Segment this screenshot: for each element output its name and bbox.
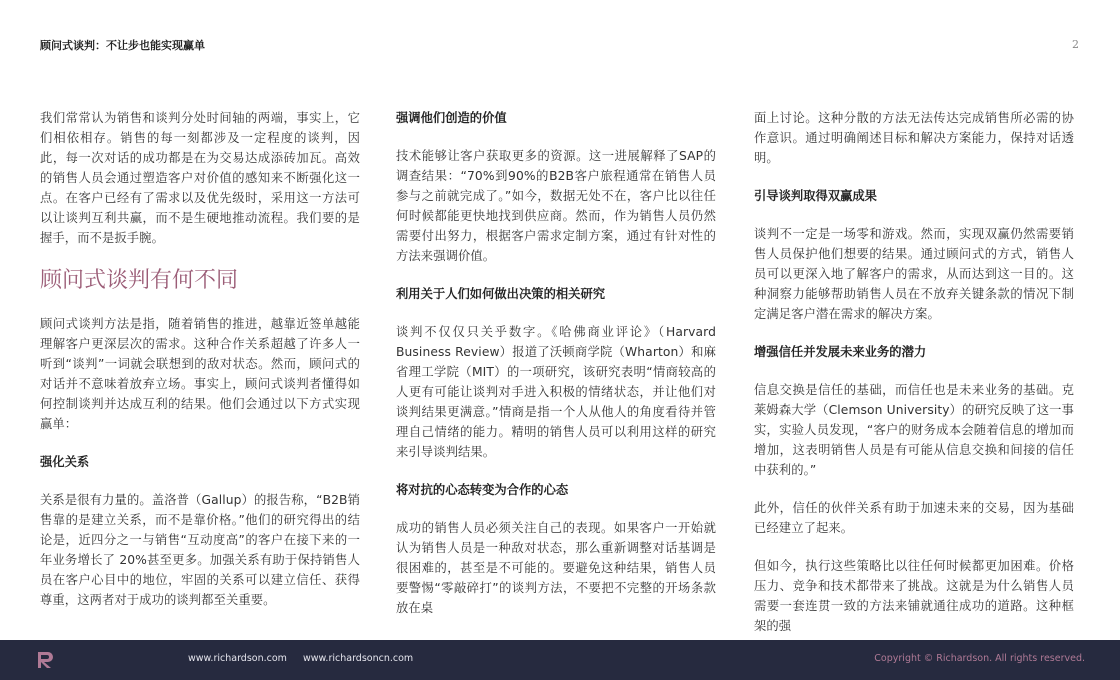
heading-emphasize-value: 强调他们创造的价值 (396, 111, 507, 125)
continued-paragraph: 面上讨论。这种分散的方法无法传达完成销售所必需的协作意识。通过明确阐述目标和解决方案能力，保持对话透明。 (754, 111, 1074, 165)
heading-decision-research: 利用关于人们如何做出决策的相关研究 (396, 287, 606, 301)
heading-mindset-shift: 将对抗的心态转变为合作的心态 (396, 483, 569, 497)
heading-trust: 增强信任并发展未来业务的潜力 (754, 345, 927, 359)
richardson-logo-icon (36, 650, 56, 670)
column-1 (40, 108, 360, 628)
challenges-paragraph: 但如今，执行这些策略比以往任何时候都更加困难。价格压力、竞争和技术都带来了挑战。这就是为什么销售人员需要一套连贯一致的方法来铺就通往成功的道路。这种框架的强 (754, 559, 1074, 633)
section-paragraph: 顾问式谈判方法是指，随着销售的推进，越靠近签单越能理解客户更深层次的需求。这种合作关系超越了许多人一听到“谈判”一词就会联想到的敌对状态。然而，顾问式的对话并不意味着放弃立场。事实上，顾问式谈判者懂得如何控制谈判并达成互利的结果。他们会通过以下方式实现赢单： (40, 317, 360, 431)
heading-win-win: 引导谈判取得双赢成果 (754, 189, 877, 203)
section-title: 顾问式谈判有何不同 (40, 268, 239, 293)
trust-paragraph: 信息交换是信任的基础，而信任也是未来业务的基础。克莱姆森大学（Clemson University）的研究反映了这一事实，实验人员发现，“客户的财务成本会随着信息的增加而增加，这表明销售人员是有可能从信息交换和间接的信任中获利的。” (754, 383, 1074, 477)
document-title: 顾问式谈判：不让步也能实现赢单 (40, 39, 205, 52)
column-3 (754, 108, 1074, 654)
copyright-text: Copyright © Richardson. All rights reserved. (874, 653, 1085, 664)
value-paragraph: 技术能够让客户获取更多的资源。这一进展解释了SAP的调查结果：“70%到90%的B2B客户旅程通常在销售人员参与之前就完成了。”如今，数据无处不在，客户比以往任何时候都能更快地找到供应商。然而，作为销售人员仍然需要付出努力，根据客户需求定制方案，通过有针对性的方法来强调价值。 (396, 149, 716, 263)
footer-bar (0, 640, 1120, 680)
heading-strengthen-relationships: 强化关系 (40, 455, 90, 469)
partnership-paragraph: 此外，信任的伙伴关系有助于加速未来的交易，因为基础已经建立了起来。 (754, 501, 1074, 535)
win-win-paragraph: 谈判不一定是一场零和游戏。然而，实现双赢仍然需要销售人员保护他们想要的结果。通过顾问式的方式，销售人员可以更深入地了解客户的需求，从而达到这一目的。这种洞察力能够帮助销售人员在不放弃关键条款的情况下制定满足客户潜在需求的解决方案。 (754, 227, 1074, 321)
column-2 (396, 108, 716, 636)
footer-link-richardsoncn[interactable]: www.richardsoncn.com (303, 653, 414, 664)
mindset-paragraph: 成功的销售人员必须关注自己的表现。如果客户一开始就认为销售人员是一种敌对状态，那么重新调整对话基调是很困难的，甚至是不可能的。要避免这种结果，销售人员要警惕“零敲碎打”的谈判方法，不要把不完整的开场条款放在桌 (396, 521, 716, 615)
relationships-paragraph: 关系是很有力量的。盖洛普（Gallup）的报告称，“B2B销售靠的是建立关系，而不是靠价格。”他们的研究得出的结论是，近四分之一与销售“互动度高”的客户在接下来的一年业务增长了 20%甚至更多。加强关系有助于保持销售人员在客户心目中的地位，牢固的关系可以建立信任、获得尊重，这两者对于成功的谈判都至关重要。 (40, 493, 360, 607)
intro-paragraph: 我们常常认为销售和谈判分处时间轴的两端，事实上，它们相依相存。销售的每一刻都涉及一定程度的谈判，因此，每一次对话的成功都是在为交易达成添砖加瓦。高效的销售人员会通过塑造客户对价值的感知来不断强化这一点。在客户已经有了需求以及优先级时，采用这一方法可以让谈判互利共赢，而不是生硬地推动流程。我们要的是握手，而不是扳手腕。 (40, 111, 360, 245)
research-paragraph: 谈判不仅仅只关乎数字。《哈佛商业评论》（Harvard Business Review）报道了沃顿商学院（Wharton）和麻省理工学院（MIT）的一项研究，该研究表明“情商较高的人更有可能让谈判对手进入积极的情绪状态，并让他们对谈判结果更满意。”情商是指一个人从他人的角度看待并管理自己情绪的能力。精明的销售人员可以利用这样的研究来引导谈判结果。 (396, 325, 716, 459)
footer-link-richardson[interactable]: www.richardson.com (188, 653, 287, 664)
page-number: 2 (1072, 38, 1079, 51)
